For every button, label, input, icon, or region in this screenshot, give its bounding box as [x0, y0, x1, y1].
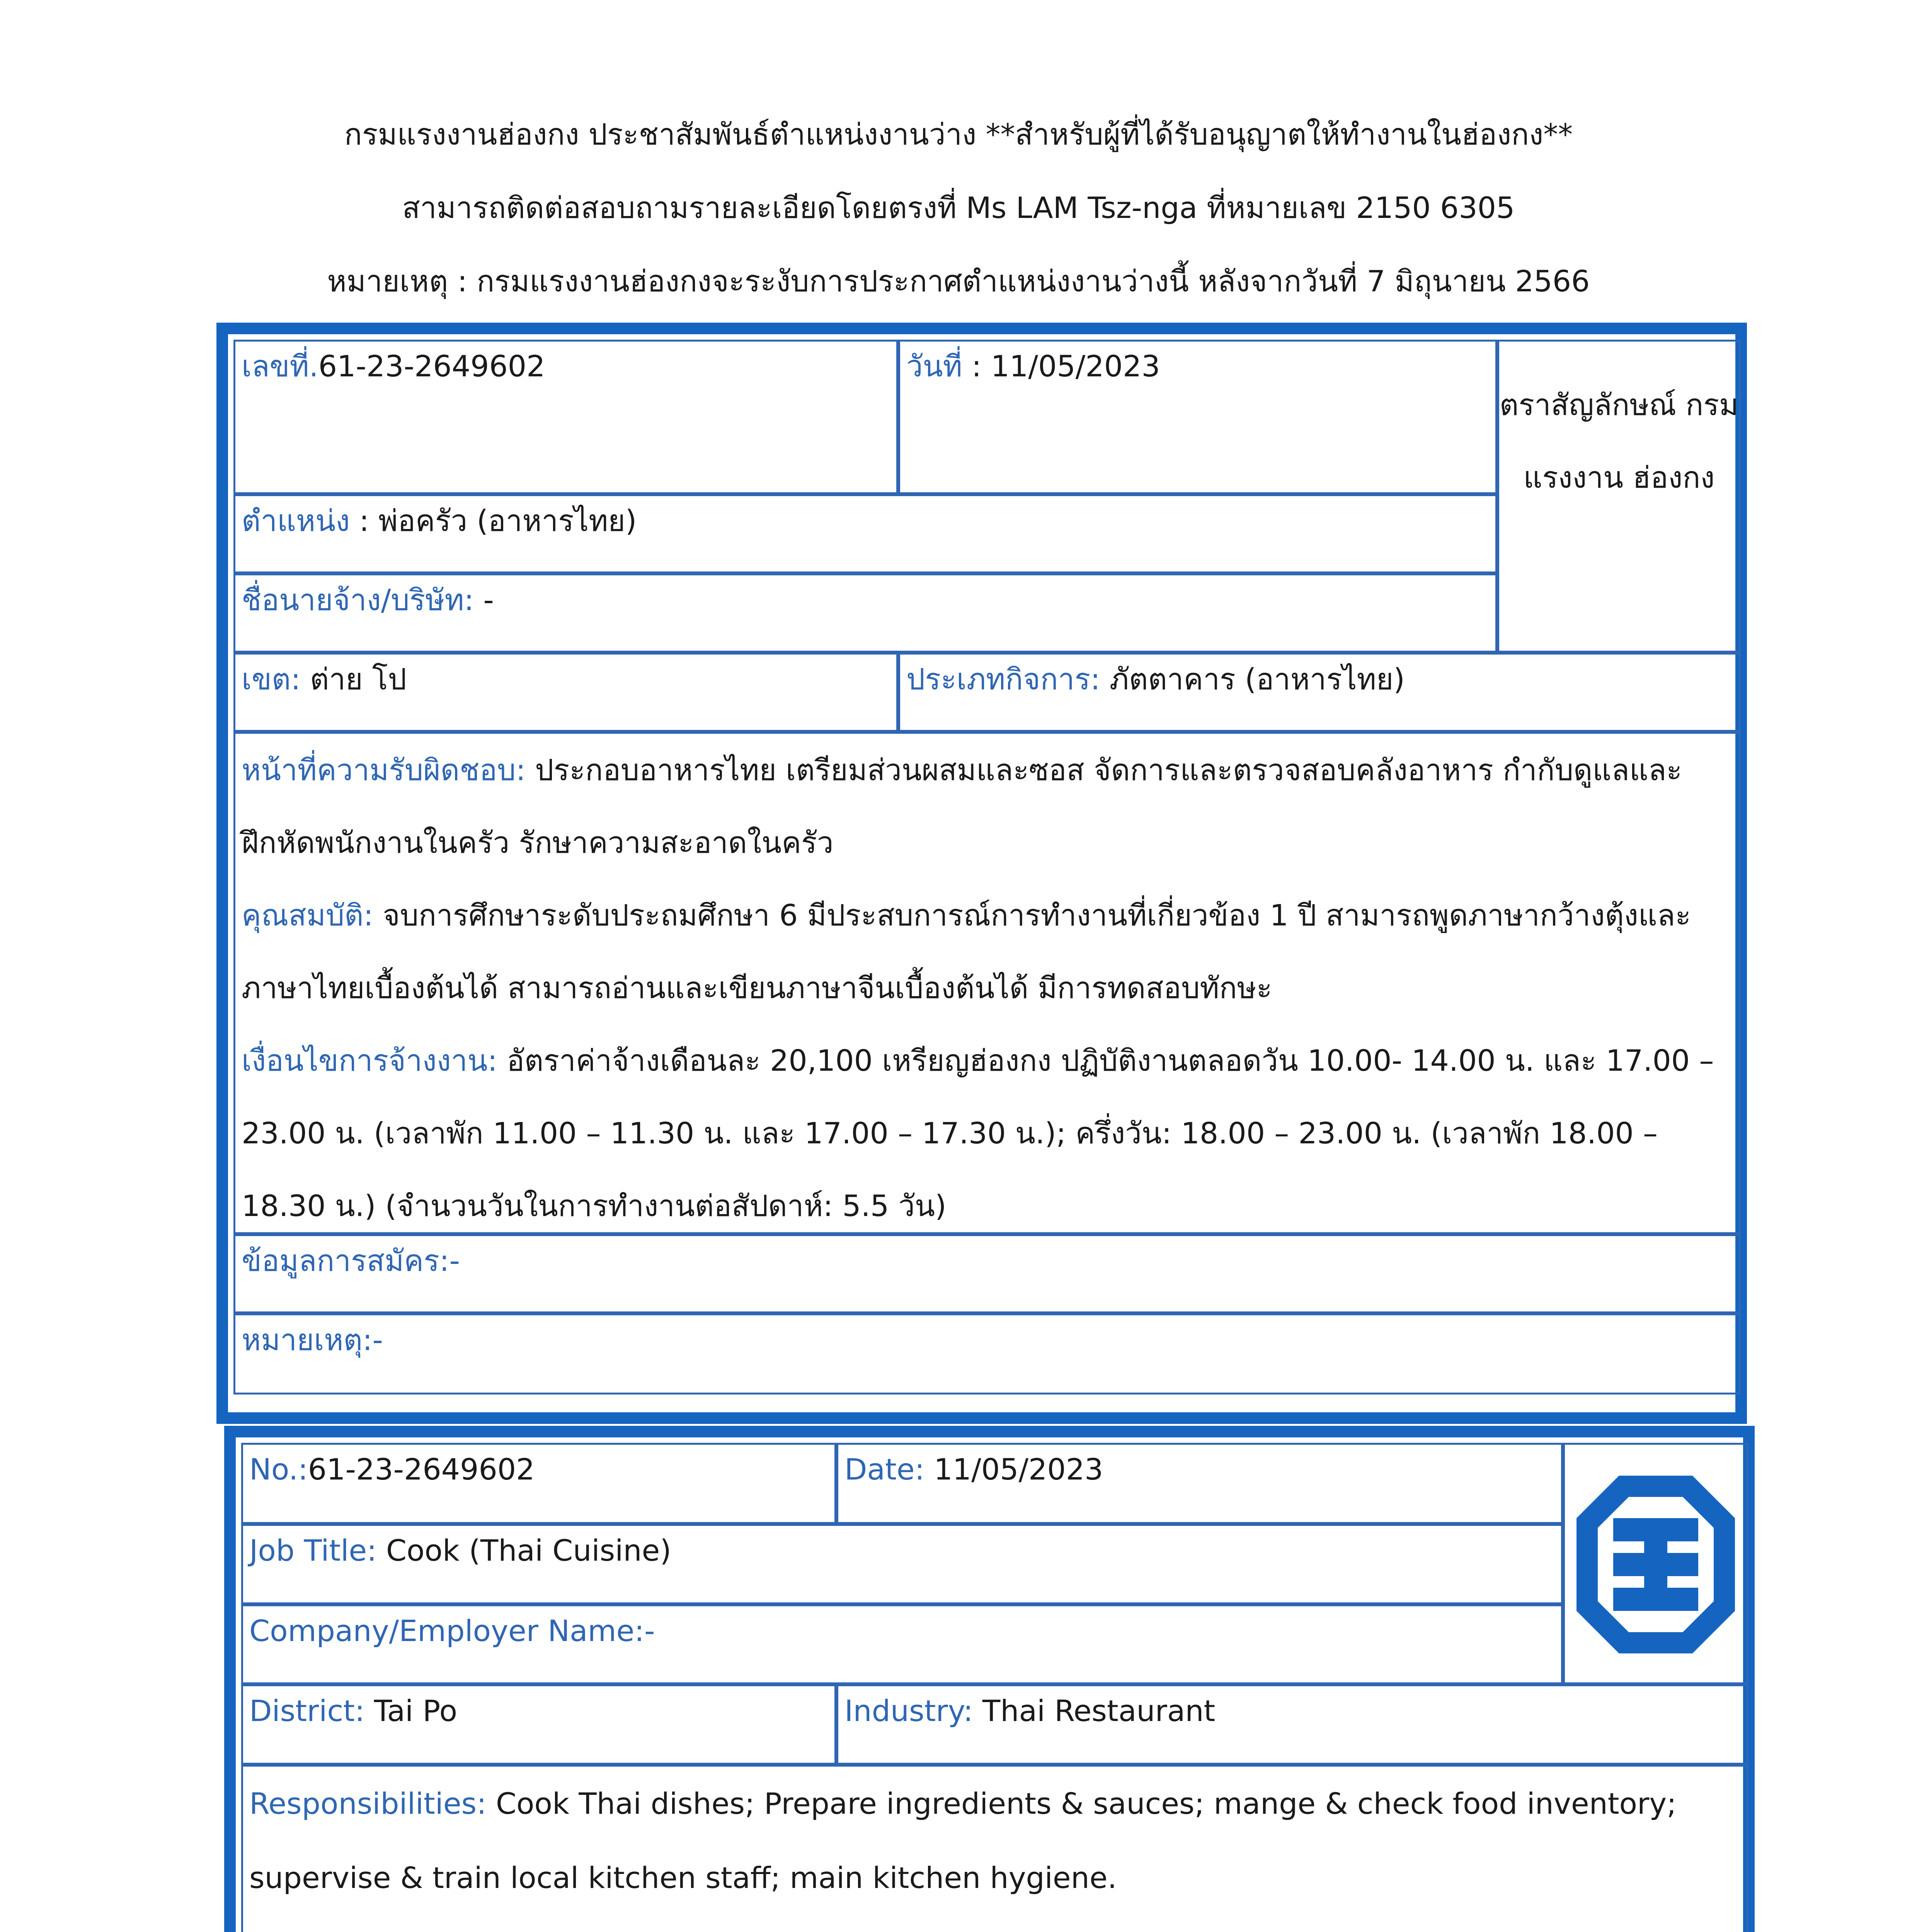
english-responsibilities-value: Cook Thai dishes; Prepare ingredients & sauces; mange & check food inventory; supervise & train local kitchen staff; main kitchen hygiene. — [249, 1786, 1677, 1895]
thai-date-cell — [898, 340, 1497, 494]
english-date-label: Date: — [844, 1452, 925, 1486]
thai-district-label: เขต: — [242, 662, 301, 696]
english-responsibilities — [249, 1767, 1740, 1915]
english-number-cell — [241, 1443, 836, 1524]
thai-employer-cell — [233, 573, 1497, 653]
english-industry-value: Thai Restaurant — [973, 1694, 1216, 1728]
thai-terms-label: เงื่อนไขการจ้างงาน: — [242, 1043, 498, 1078]
english-number-label: No.: — [249, 1452, 308, 1486]
thai-duties — [242, 734, 1733, 879]
english-job-title-value: Cook (Thai Cuisine) — [376, 1533, 671, 1568]
thai-industry-label: ประเภทกิจการ: — [906, 662, 1100, 696]
thai-date-label: วันที่ — [906, 349, 962, 383]
thai-position-value: : พ่อครัว (อาหารไทย) — [350, 503, 637, 538]
thai-remarks-cell — [233, 1313, 1741, 1395]
english-industry-label: Industry: — [844, 1694, 973, 1728]
english-company-label: Company/Employer Name:- — [249, 1614, 655, 1648]
header-line-3: หมายเหตุ : กรมแรงงานฮ่องกงจะระงับการประกาศตำแหน่งงานว่างนี้ หลังจากวันที่ 7 มิถุนายน 2566 — [327, 264, 1590, 298]
english-requirements — [249, 1915, 1740, 1932]
thai-qualifications-value: จบการศึกษาระดับประถมศึกษา 6 มีประสบการณ์การทำงานที่เกี่ยวข้อง 1 ปี สามารถพูดภาษากว้างตุ้งและภาษาไทยเบื้องต้นได้ สามารถอ่านและเขียนภาษาจีนเบื้องต้นได้ มีการทดสอบทักษะ — [242, 898, 1691, 1005]
thai-job-card — [216, 323, 1747, 1424]
thai-qualifications — [242, 879, 1733, 1024]
thai-application-label: ข้อมูลการสมัคร:- — [242, 1243, 460, 1278]
thai-remarks-label: หมายเหตุ:- — [242, 1323, 383, 1357]
thai-terms-value: อัตราค่าจ้างเดือนละ 20,100 เหรียญฮ่องกง ปฏิบัติงานตลอดวัน 10.00- 14.00 น. และ 17.00 – 23.00 น. (เวลาพัก 11.00 – 11.30 น. และ 17.00 – 17.30 น.); ครึ่งวัน: 18.00 – 23.00 น. (เวลาพัก 18.00 – 18.30 น.) (จำนวนวันในการทำงานต่อสัปดาห์: 5.5 วัน) — [242, 1043, 1714, 1223]
english-district-value: Tai Po — [364, 1694, 458, 1728]
thai-emblem-label: ตราสัญลักษณ์ กรมแรงงาน ฮ่องกง — [1499, 388, 1739, 495]
thai-duties-label: หน้าที่ความรับผิดชอบ: — [242, 753, 526, 787]
english-job-title-label: Job Title: — [249, 1533, 377, 1568]
english-industry-cell — [836, 1684, 1748, 1765]
english-date-cell — [836, 1443, 1563, 1524]
header-line-2: สามารถติดต่อสอบถามรายละเอียดโดยตรงที่ Ms LAM Tsz-nga ที่หมายเลข 2150 6305 — [402, 190, 1515, 225]
thai-district-cell — [233, 653, 898, 732]
english-responsibilities-label: Responsibilities: — [249, 1786, 487, 1821]
thai-qualifications-label: คุณสมบัติ: — [242, 898, 374, 932]
english-job-title-cell — [241, 1524, 1563, 1604]
header-line-1: กรมแรงงานฮ่องกง ประชาสัมพันธ์ตำแหน่งงานว่าง **สำหรับผู้ที่ได้รับอนุญาตให้ทำงานในฮ่องกง** — [344, 117, 1573, 151]
thai-application-cell — [233, 1234, 1741, 1313]
english-logo-cell — [1563, 1443, 1748, 1684]
thai-details-cell — [233, 732, 1741, 1234]
thai-emblem-cell — [1497, 340, 1741, 653]
labour-department-logo-icon — [1565, 1445, 1747, 1682]
english-date-value: 11/05/2023 — [924, 1452, 1103, 1486]
english-number-value: 61-23-2649602 — [308, 1452, 535, 1486]
english-company-cell — [241, 1604, 1563, 1684]
thai-employer-value: - — [474, 583, 494, 617]
english-job-card — [224, 1426, 1755, 1932]
thai-district-value: ต่าย โป — [300, 662, 407, 696]
thai-industry-value: ภัตตาคาร (อาหารไทย) — [1100, 662, 1405, 696]
english-details-cell — [241, 1765, 1748, 1932]
thai-date-value: : 11/05/2023 — [962, 349, 1160, 383]
thai-duties-value: ประกอบอาหารไทย เตรียมส่วนผสมและซอส จัดการและตรวจสอบคลังอาหาร กำกับดูแลและฝึกหัดพนักงานในครัว รักษาความสะอาดในครัว — [242, 753, 1682, 860]
thai-position-label: ตำแหน่ง — [242, 503, 350, 538]
thai-number-cell — [233, 340, 898, 494]
thai-terms — [242, 1024, 1733, 1234]
thai-number-label: เลขที่. — [242, 349, 318, 383]
thai-industry-cell — [898, 653, 1741, 732]
english-district-cell — [241, 1684, 836, 1765]
thai-number-value: 61-23-2649602 — [318, 349, 545, 383]
english-district-label: District: — [249, 1694, 365, 1728]
thai-employer-label: ชื่อนายจ้าง/บริษัท: — [242, 583, 474, 617]
thai-position-cell — [233, 494, 1497, 573]
